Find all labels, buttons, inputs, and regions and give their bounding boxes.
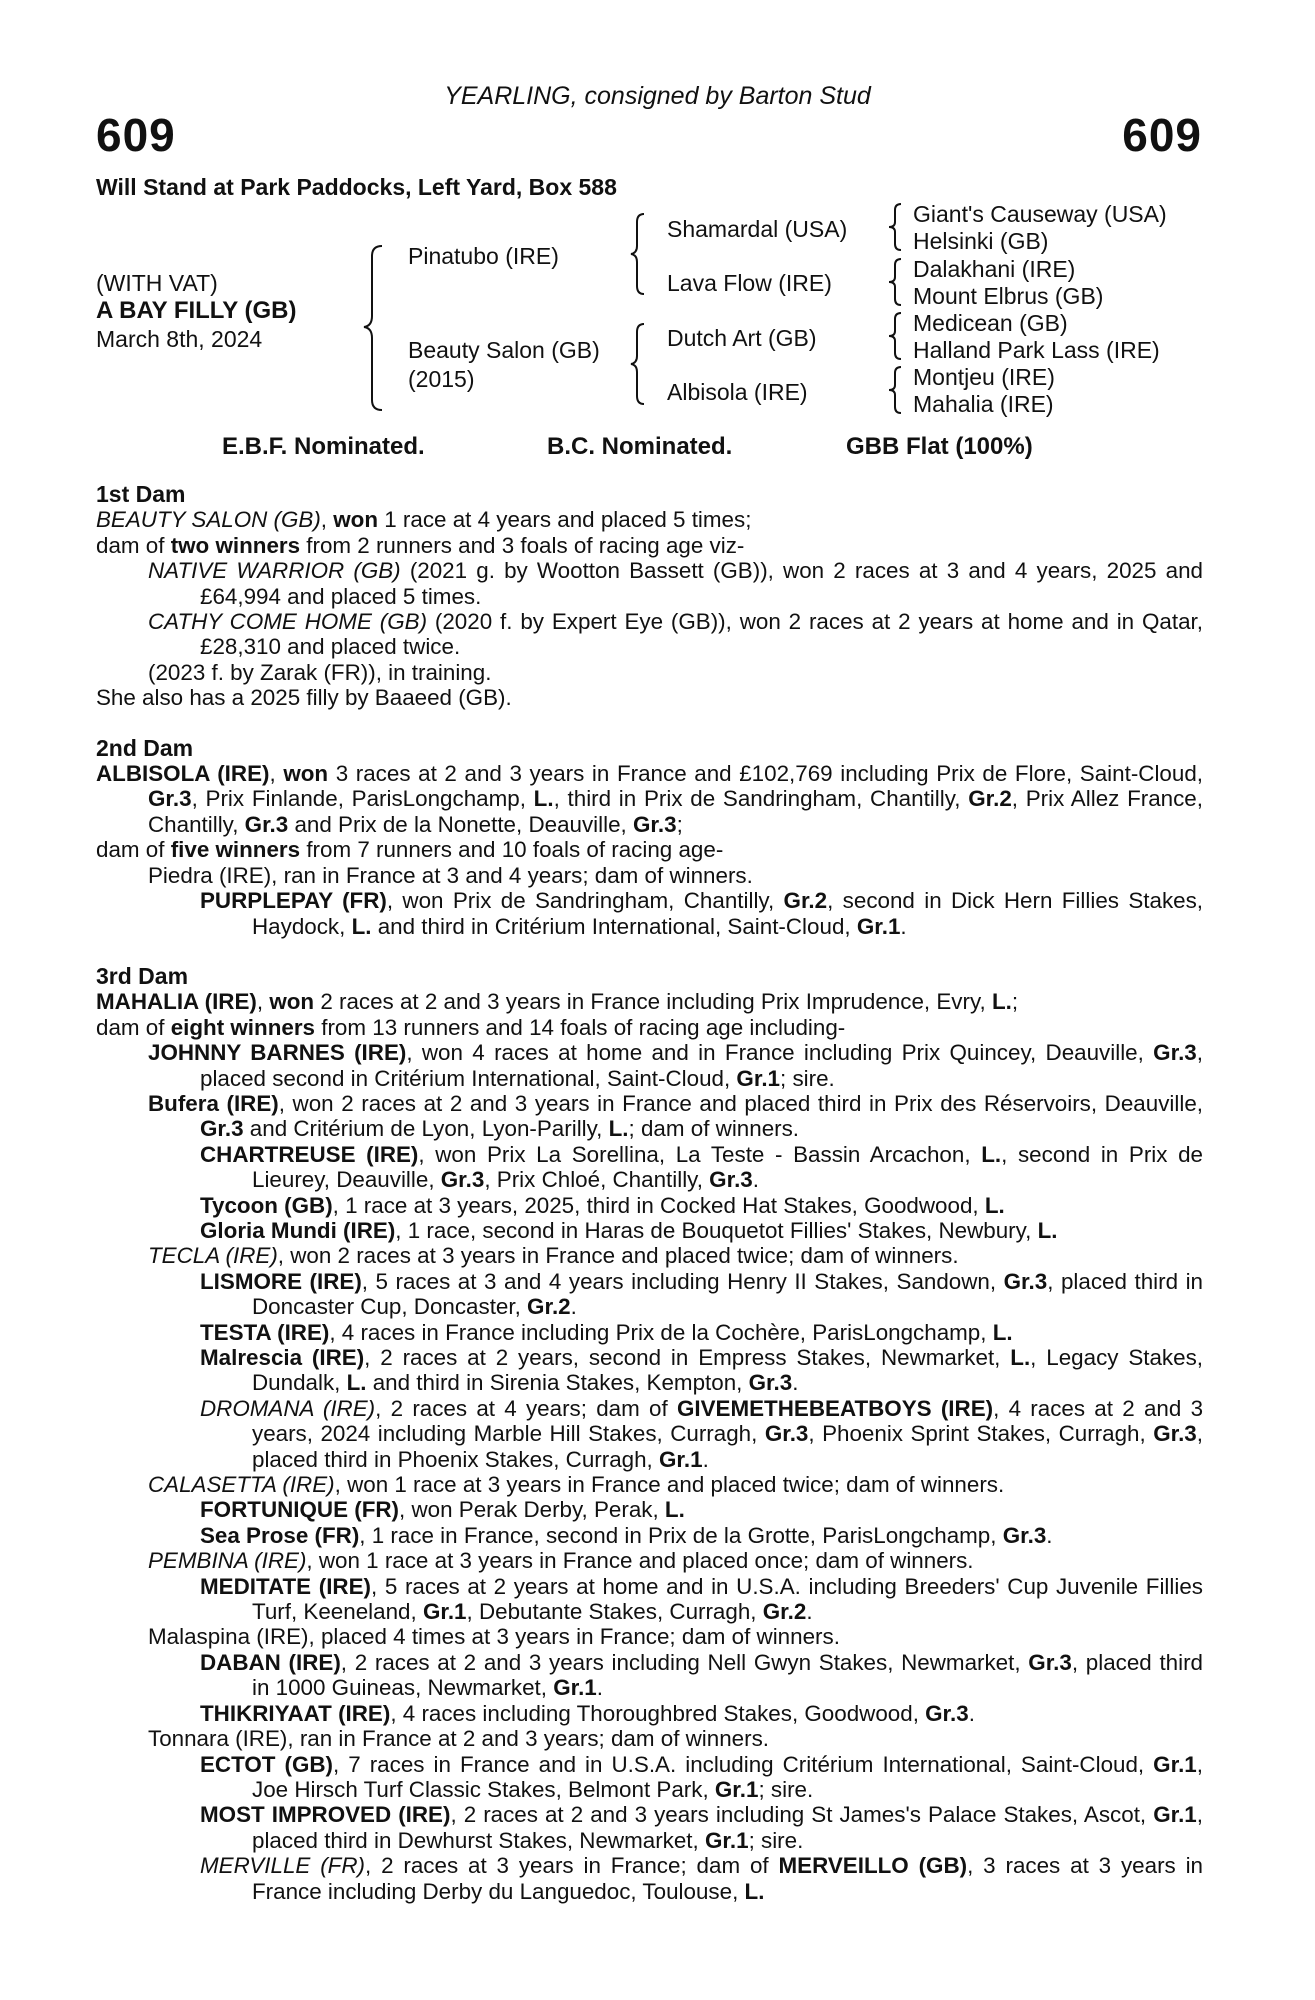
consignor-line: YEARLING, consigned by Barton Stud [444, 82, 871, 110]
section-heading: 2nd Dam [96, 734, 194, 761]
lot-number-left: 609 [96, 109, 176, 161]
produce-entry: DABAN (IRE), 2 races at 2 and 3 years including Nell Gwyn Stakes, Newmarket, Gr.3, placed third in 1000 Guineas, Newmarket, Gr.1. [200, 1649, 1204, 1701]
third-dam-section [96, 964, 1203, 1904]
produce-entry: THIKRIYAAT (IRE), 4 races including Thoroughbred Stakes, Goodwood, Gr.3. [200, 1700, 975, 1726]
produce-entry: MEDITATE (IRE), 5 races at 2 years at home and in U.S.A. including Breeders' Cup Juvenile Fillies Turf, Keeneland, Gr.1, Debutante Stakes, Curragh, Gr.2. [200, 1573, 1203, 1625]
produce-entry: MERVILLE (FR), 2 races at 3 years in France; dam of MERVEILLO (GB), 3 races at 3 years in France including Derby du Languedoc, Toulouse, L. [200, 1853, 1204, 1904]
produce-entry: Gloria Mundi (IRE), 1 race, second in Haras de Bouquetot Fillies' Stakes, Newbury, L. [200, 1217, 1058, 1243]
produce-entry: Bufera (IRE), won 2 races at 2 and 3 years in France and placed third in Prix des Réservoirs, Deauville, Gr.3 and Critérium de Lyon, Lyon-Parilly, L.; dam of winners. [148, 1090, 1203, 1142]
dam-line: ALBISOLA (IRE), won 3 races at 2 and 3 years in France and £102,769 including Prix de Flore, Saint-Cloud, Gr.3, Prix Finlande, ParisLongchamp, L., third in Prix de Sandringham, Chantilly, Gr.2, Prix Allez France, Chantilly, Gr.3 and Prix de la Nonette, Deauville, Gr.3; [96, 761, 1203, 837]
produce-entry: CHARTREUSE (IRE), won Prix La Sorellina, La Teste - Bassin Arcachon, L., second in Prix de Lieurey, Deauville, Gr.3, Prix Chloé, Chantilly, Gr.3. [200, 1141, 1203, 1193]
dam-sire: Dutch Art (GB) [667, 325, 817, 351]
brace-dd [886, 363, 906, 417]
dam-line: BEAUTY SALON (GB), won 1 race at 4 years and placed 5 times; [96, 507, 752, 533]
produce-entry: DROMANA (IRE), 2 races at 4 years; dam of GIVEMETHEBEATBOYS (IRE), 4 races at 2 and 3 years, 2024 including Marble Hill Stakes, Curragh, Gr.3, Phoenix Sprint Stakes, Curragh, Gr.3, placed third in Phoenix Stakes, Curragh, Gr.1. [200, 1395, 1204, 1472]
produce-entry: CALASETTA (IRE), won 1 race at 3 years in France and placed twice; dam of winners. [148, 1472, 1005, 1498]
dam-year: (2015) [408, 366, 475, 392]
dam-produce-summary: dam of eight winners from 13 runners and 14 foals of racing age including- [96, 1014, 846, 1040]
produce-entry: PURPLEPAY (FR), won Prix de Sandringham, Chantilly, Gr.2, second in Dick Hern Fillies Stakes, Haydock, L. and third in Critérium International, Saint-Cloud, Gr.1. [200, 888, 1204, 939]
lot-number-right: 609 [1122, 109, 1202, 161]
produce-entry: Sea Prose (FR), 1 race in France, second in Prix de la Grotte, ParisLongchamp, Gr.3. [200, 1522, 1053, 1548]
produce-entry: TESTA (IRE), 4 races in France including Prix de la Cochère, ParisLongchamp, L. [200, 1319, 1013, 1345]
produce-note: She also has a 2025 filly by Baaeed (GB). [96, 685, 512, 711]
dss: Medicean (GB) [913, 310, 1068, 336]
produce-entry: NATIVE WARRIOR (GB) (2021 g. by Wootton Bassett (GB)), won 2 races at 3 and 4 years, 2025 and £64,994 and placed 5 times. [148, 558, 1203, 609]
first-dam-section [96, 482, 1203, 711]
dam-line: MAHALIA (IRE), won 2 races at 2 and 3 years in France including Prix Imprudence, Evry, L.; [96, 989, 1019, 1015]
section-heading: 1st Dam [96, 481, 186, 507]
stand-location: Will Stand at Park Paddocks, Left Yard, Box 588 [96, 174, 617, 200]
ssd: Helsinki (GB) [913, 228, 1049, 254]
produce-entry: LISMORE (IRE), 5 races at 3 and 4 years including Henry II Stakes, Sandown, Gr.3, placed third in Doncaster Cup, Doncaster, Gr.2. [200, 1268, 1204, 1320]
produce-entry: Tycoon (GB), 1 race at 3 years, 2025, third in Cocked Hat Stakes, Goodwood, L. [200, 1192, 1005, 1218]
dam-produce-summary: dam of five winners from 7 runners and 10 foals of racing age- [96, 837, 724, 863]
sire-dam: Lava Flow (IRE) [667, 270, 832, 296]
catalogue-body [96, 482, 1203, 1904]
produce-entry: Tonnara (IRE), ran in France at 2 and 3 years; dam of winners. [148, 1726, 770, 1752]
produce-entry: (2023 f. by Zarak (FR)), in training. [148, 659, 492, 685]
produce-entry: MOST IMPROVED (IRE), 2 races at 2 and 3 years including St James's Palace Stakes, Ascot, Gr.1, placed third in Dewhurst Stakes, Newmarket, Gr.1; sire. [200, 1802, 1203, 1853]
sss: Giant's Causeway (USA) [913, 201, 1167, 227]
dam-dam: Albisola (IRE) [667, 379, 808, 405]
gbb-status: GBB Flat (100%) [846, 433, 1033, 460]
produce-entry: Piedra (IRE), ran in France at 3 and 4 years; dam of winners. [148, 862, 753, 888]
produce-entry: JOHNNY BARNES (IRE), won 4 races at home and in France including Prix Quincey, Deauville, Gr.3, placed second in Critérium International, Saint-Cloud, Gr.1; sire. [148, 1040, 1203, 1091]
horse-dob: March 8th, 2024 [96, 326, 263, 352]
produce-entry: Malaspina (IRE), placed 4 times at 3 years in France; dam of winners. [148, 1624, 840, 1650]
produce-entry: TECLA (IRE), won 2 races at 3 years in France and placed twice; dam of winners. [148, 1243, 959, 1269]
sdd: Mount Elbrus (GB) [913, 283, 1104, 309]
sire-sire: Shamardal (USA) [667, 216, 848, 242]
ddd: Mahalia (IRE) [913, 391, 1054, 417]
produce-entry: ECTOT (GB), 7 races in France and in U.S.A. including Critérium International, Saint-Cloud, Gr.1, Joe Hirsch Turf Classic Stakes, Belmont Park, Gr.1; sire. [200, 1751, 1203, 1802]
brace-ss [886, 200, 906, 254]
sire-brace [628, 208, 650, 298]
section-heading: 3rd Dam [96, 962, 189, 989]
produce-entry: CATHY COME HOME (GB) (2020 f. by Expert Eye (GB)), won 2 races at 2 years at home and in Qatar, £28,310 and placed twice. [148, 609, 1203, 660]
sire-name: Pinatubo (IRE) [408, 243, 559, 269]
dam-produce-summary: dam of two winners from 2 runners and 3 foals of racing age viz- [96, 532, 745, 558]
pedigree-main-brace [360, 240, 390, 415]
dsd: Halland Park Lass (IRE) [913, 337, 1160, 363]
ebf-nomination: E.B.F. Nominated. [222, 433, 425, 460]
produce-entry: PEMBINA (IRE), won 1 race at 3 years in France and placed once; dam of winners. [148, 1548, 974, 1574]
dam-name: Beauty Salon (GB) [408, 337, 600, 363]
produce-entry: Malrescia (IRE), 2 races at 2 years, second in Empress Stakes, Newmarket, L., Legacy Stakes, Dundalk, L. and third in Sirenia Stakes, Kempton, Gr.3. [200, 1345, 1203, 1396]
brace-sd [886, 255, 906, 309]
produce-entry: FORTUNIQUE (FR), won Perak Derby, Perak, L. [200, 1497, 685, 1523]
vat-label: (WITH VAT) [96, 270, 218, 296]
horse-name: A BAY FILLY (GB) [96, 297, 297, 324]
dds: Montjeu (IRE) [913, 364, 1055, 390]
bc-nomination: B.C. Nominated. [547, 433, 733, 460]
dam-brace [628, 318, 650, 408]
second-dam-section [96, 736, 1203, 939]
sds: Dalakhani (IRE) [913, 256, 1076, 282]
brace-ds [886, 309, 906, 363]
